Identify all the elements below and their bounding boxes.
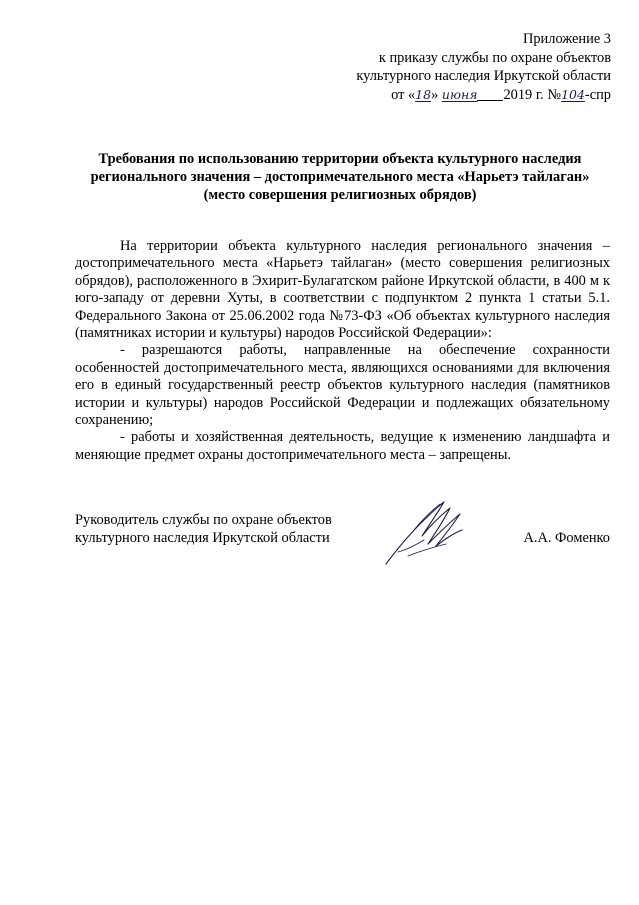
date-day-handwritten: 18 xyxy=(415,86,432,102)
date-mid: » xyxy=(431,86,439,103)
handwritten-signature xyxy=(378,490,473,570)
order-issuer: культурного наследия Иркутской области xyxy=(356,68,611,84)
order-number-handwritten: 104 xyxy=(561,86,585,102)
order-reference: к приказу службы по охране объектов xyxy=(378,49,611,66)
title-line-1: Требования по использованию территории объекта культурного наследия xyxy=(98,151,582,167)
date-month-handwritten: июня xyxy=(441,86,478,102)
order-date-line xyxy=(281,86,611,105)
title-line-2: регионального значения – достопримечательного места «Нарьетэ тайлаган» xyxy=(90,169,590,185)
body-paragraph-prohibited: - работы и хозяйственная деятельность, ведущие к изменению ландшафта и меняющие предмет охраны достопримечательного места – запрещены. xyxy=(75,429,610,463)
appendix-number: Приложение 3 xyxy=(522,31,611,47)
body-paragraph-permitted: - разрешаются работы, направленные на обеспечение сохранности особенностей достопримечательного места, являющихся основаниями для включения его в единый государственный реестр объектов культурного наследия (памятников истории и культуры) народов Российской Федерации и подлежащих обязательному сохранению; xyxy=(75,342,610,429)
date-blank-underline xyxy=(477,86,503,101)
document-body xyxy=(75,238,610,464)
signatory-role-line-2: культурного наследия Иркутской области xyxy=(75,530,330,546)
document-title xyxy=(70,150,610,204)
signatory-name: А.А. Фоменко xyxy=(523,530,610,546)
date-prefix: от « xyxy=(391,86,416,103)
order-suffix: -спр xyxy=(584,86,611,103)
title-line-3: (место совершения религиозных обрядов) xyxy=(203,187,477,203)
appendix-header xyxy=(281,30,611,104)
signatory-role xyxy=(75,511,332,547)
body-paragraph-intro: На территории объекта культурного наследия регионального значения – достопримечательного места «Нарьетэ тайлаган» (место совершения религиозных обрядов), расположенного в Эхирит-Булагатском районе Иркутской области, в 400 м к юго-западу от деревни Хуты, в соответствии с подпунктом 2 пункта 1 статьи 5.1. Федерального Закона от 25.06.2002 года №73-ФЗ «Об объектах культурного наследия (памятниках истории и культуры) народов Российской Федерации»: xyxy=(75,238,610,342)
signatory-role-line-1: Руководитель службы по охране объектов xyxy=(75,512,332,528)
date-year: 2019 г. № xyxy=(503,86,562,103)
